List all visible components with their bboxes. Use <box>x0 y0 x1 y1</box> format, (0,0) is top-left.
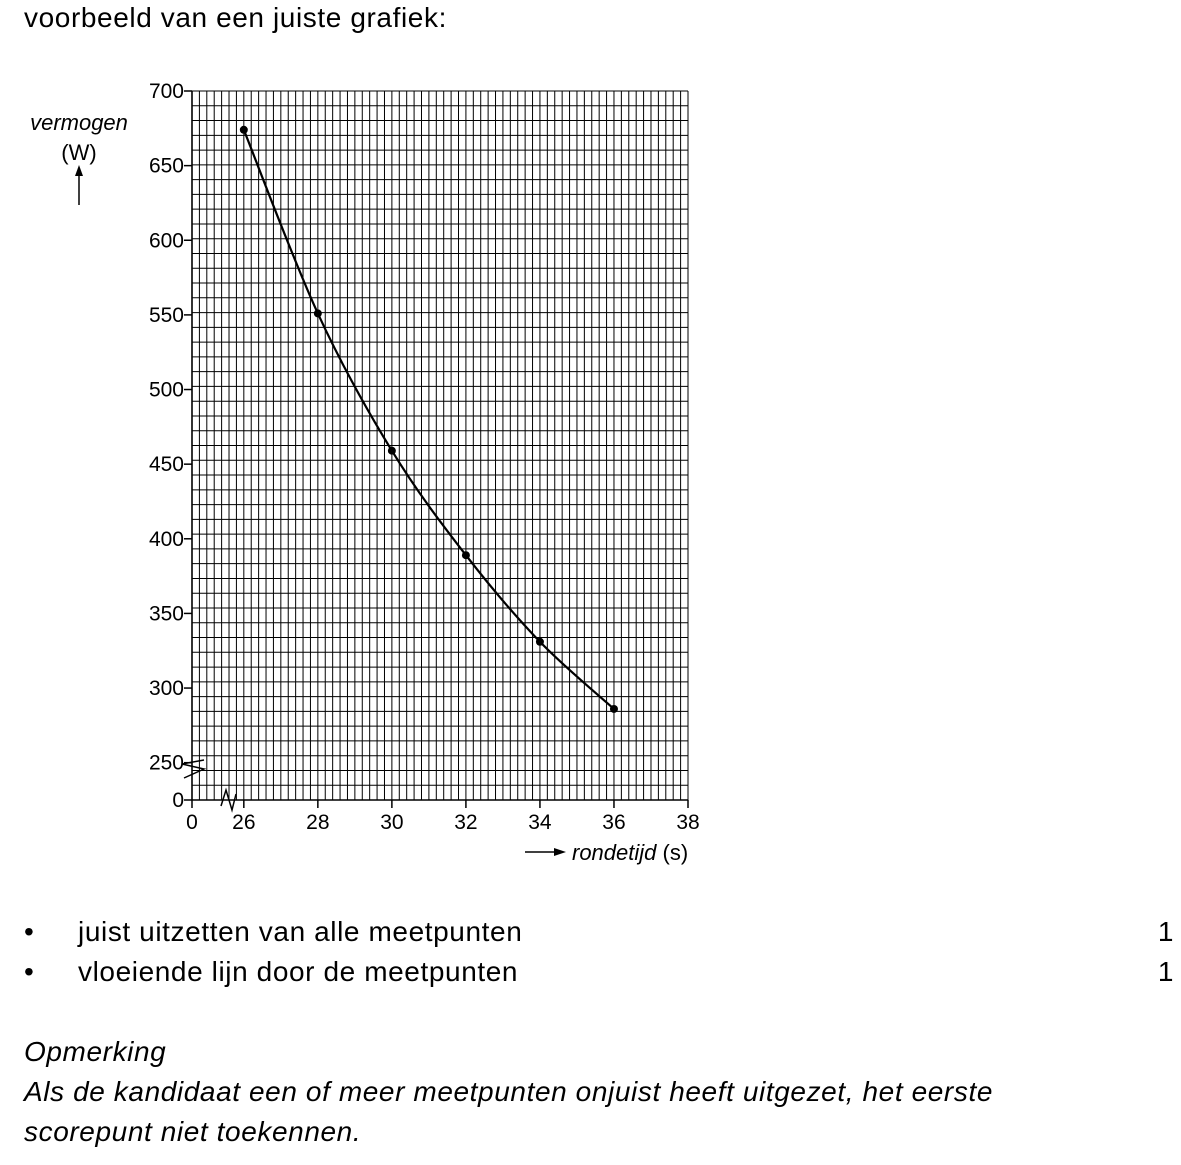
remark <box>24 1032 1164 1152</box>
y-tick-label: 600 <box>148 229 184 253</box>
y-tick-label: 300 <box>148 677 184 701</box>
y-tick-label: 700 <box>148 80 184 103</box>
y-tick-label: 450 <box>148 453 184 477</box>
remark-title: Opmerking <box>24 1036 167 1067</box>
y-tick-label: 550 <box>148 303 184 327</box>
x-tick-label: 36 <box>602 811 626 834</box>
y-axis-unit: (W) <box>61 140 97 165</box>
criterion-label: vloeiende lijn door de meetpunten <box>78 956 519 987</box>
data-point <box>388 447 396 455</box>
data-point <box>462 551 470 559</box>
y-tick-label: 0 <box>172 789 184 812</box>
criterion-score: 1 <box>1157 956 1174 987</box>
chart-ticks <box>149 80 700 834</box>
x-axis-label <box>525 840 688 865</box>
x-tick-label: 32 <box>454 811 478 834</box>
data-point <box>536 638 544 646</box>
x-axis-break-mark <box>221 790 236 810</box>
y-axis-arrow-head <box>75 165 83 176</box>
x-axis-arrow-head <box>554 848 566 856</box>
y-axis-name: vermogen <box>30 110 128 135</box>
criterion-score: 1 <box>1157 916 1174 947</box>
data-point <box>314 309 322 317</box>
criterion-row <box>24 952 1174 992</box>
x-tick-label: 26 <box>232 811 256 834</box>
y-tick-label: 650 <box>148 154 184 178</box>
remark-text-line1: Als de kandidaat een of meer meetpunten onjuist heeft uitgezet, het eerste <box>24 1076 994 1107</box>
remark-text-line2: scorepunt niet toekennen. <box>24 1116 362 1147</box>
chart-grid <box>192 91 688 800</box>
criterion-row <box>24 912 1174 952</box>
criterion-label: juist uitzetten van alle meetpunten <box>78 916 523 947</box>
x-tick-label: 0 <box>186 811 198 834</box>
data-point <box>240 126 248 134</box>
data-point <box>610 705 618 713</box>
chart-axes <box>182 91 688 810</box>
y-axis-label <box>30 110 128 205</box>
scoring-criteria <box>24 912 1174 992</box>
x-tick-label: 38 <box>676 811 700 834</box>
x-tick-label: 28 <box>306 811 330 834</box>
intro-text: voorbeeld van een juiste grafiek: <box>24 2 447 33</box>
x-tick-label: 34 <box>528 811 552 834</box>
y-tick-label: 350 <box>148 602 184 626</box>
bullet: • <box>24 956 35 987</box>
power-vs-laptime-chart <box>0 60 760 880</box>
y-tick-label: 500 <box>148 378 184 402</box>
bullet: • <box>24 916 35 947</box>
x-axis-title: rondetijd (s) <box>572 840 689 865</box>
x-tick-label: 30 <box>380 811 404 834</box>
y-tick-label: 250 <box>148 751 184 775</box>
y-tick-label: 400 <box>148 527 184 551</box>
